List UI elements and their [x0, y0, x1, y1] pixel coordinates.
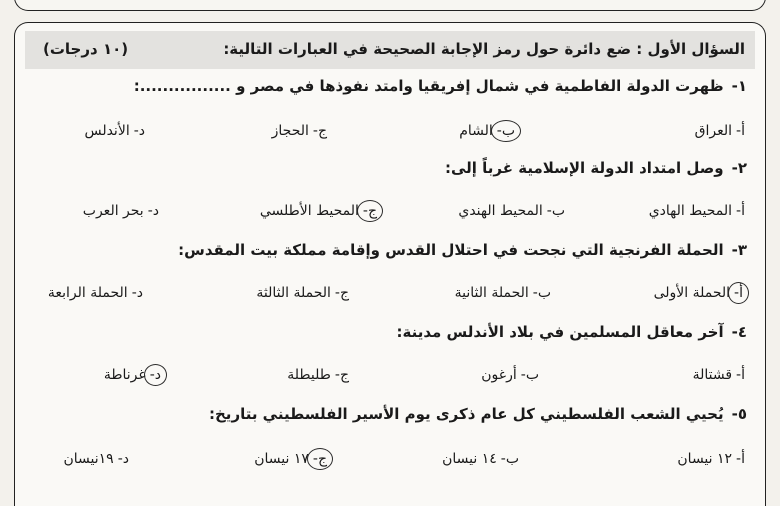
option-text: الحملة الرابعة: [47, 285, 128, 301]
option-text: العراق: [694, 123, 733, 139]
option-text: ١٤ نيسان: [442, 451, 497, 467]
option-text: الحملة الأولى: [653, 285, 731, 301]
option-letter: ج-: [312, 123, 327, 139]
option-text: ١٧ نيسان: [254, 451, 309, 467]
option-b[interactable]: [442, 451, 519, 467]
option-letter: أ-: [736, 451, 745, 467]
question-5: [33, 405, 747, 475]
option-c[interactable]: [256, 285, 349, 301]
option-text: الشام: [459, 123, 493, 139]
option-letter-circled: ج-: [362, 203, 377, 219]
option-a[interactable]: [693, 367, 745, 383]
previous-section-strip: [14, 0, 766, 11]
option-letter: أ-: [736, 123, 745, 139]
option-text: المحيط الهادي: [648, 203, 733, 219]
question-title: السؤال الأول : ضع دائرة حول رمز الإجابة الصحيحة في العبارات التالية:: [223, 40, 745, 58]
question-number: ١-: [731, 77, 747, 95]
option-letter: د-: [133, 123, 145, 139]
option-letter: ب-: [532, 285, 551, 301]
option-b[interactable]: [458, 203, 565, 219]
option-text: الحملة الثانية: [454, 285, 529, 301]
option-letter: ج-: [334, 285, 349, 301]
option-text: الحملة الثالثة: [256, 285, 331, 301]
question-stem: [33, 159, 747, 177]
option-c[interactable]: [287, 367, 349, 383]
question-4: [33, 323, 747, 393]
option-letter: د-: [147, 203, 159, 219]
question-stem: [33, 405, 747, 423]
option-c[interactable]: [254, 451, 327, 467]
option-text: غرناطة: [103, 367, 146, 383]
option-b[interactable]: [459, 123, 515, 139]
question-text: وصل امتداد الدولة الإسلامية غرباً إلى:: [444, 159, 724, 177]
question-text: ظهرت الدولة الفاطمية في شمال إفريقيا وامتد نفوذها في مصر و ................:: [133, 77, 724, 95]
question-stem: [33, 323, 747, 341]
question-number: ٤-: [731, 323, 747, 341]
option-a[interactable]: [677, 451, 745, 467]
option-letter: أ-: [736, 203, 745, 219]
option-text: الحجاز: [271, 123, 309, 139]
option-b[interactable]: [455, 285, 551, 301]
option-text: بحر العرب: [82, 203, 144, 219]
option-d[interactable]: [48, 285, 143, 301]
question-text: يُحيي الشعب الفلسطيني كل عام ذكرى يوم الأسير الفلسطيني بتاريخ:: [209, 405, 724, 423]
option-text: أرغون: [481, 367, 517, 383]
option-d[interactable]: [104, 367, 161, 383]
option-c[interactable]: [272, 123, 327, 139]
question-marks: (١٠ درجات): [43, 40, 129, 58]
option-text: قشتالة: [692, 367, 733, 383]
question-header: [25, 31, 755, 69]
option-a[interactable]: [654, 285, 743, 301]
option-letter-circled: ج-: [312, 451, 327, 467]
option-letter: أ-: [736, 367, 745, 383]
question-stem: [33, 241, 747, 259]
option-d[interactable]: [83, 203, 159, 219]
option-letter-circled: ب-: [496, 123, 515, 139]
option-b[interactable]: [481, 367, 539, 383]
question-number: ٥-: [731, 405, 747, 423]
option-text: المحيط الأطلسي: [259, 203, 359, 219]
question-number: ٢-: [731, 159, 747, 177]
question-1: [33, 77, 747, 147]
option-text: ١٢ نيسان: [677, 451, 733, 467]
option-letter: د-: [131, 285, 143, 301]
option-text: طليطلة: [287, 367, 331, 383]
option-letter: ب-: [546, 203, 565, 219]
option-d[interactable]: [84, 123, 145, 139]
question-frame: [14, 22, 766, 506]
option-text: المحيط الهندي: [458, 203, 543, 219]
option-a[interactable]: [695, 123, 745, 139]
option-letter-circled: أ-: [734, 285, 743, 301]
option-letter: ب-: [520, 367, 539, 383]
option-text: الأندلس: [84, 123, 130, 139]
question-stem: [33, 77, 747, 95]
option-letter-circled: د-: [149, 367, 161, 383]
option-letter: د-: [117, 451, 129, 467]
option-a[interactable]: [649, 203, 745, 219]
option-d[interactable]: [63, 451, 129, 467]
question-number: ٣-: [731, 241, 747, 259]
option-text: ١٩نيسان: [63, 451, 114, 467]
option-letter: ب-: [500, 451, 519, 467]
question-text: آخر معاقل المسلمين في بلاد الأندلس مدينة:: [396, 323, 724, 341]
question-3: [33, 241, 747, 311]
question-2: [33, 159, 747, 229]
question-text: الحملة الفرنجية التي نجحت في احتلال القدس وإقامة مملكة بيت المقدس:: [178, 241, 724, 259]
option-letter: ج-: [334, 367, 349, 383]
option-c[interactable]: [260, 203, 377, 219]
